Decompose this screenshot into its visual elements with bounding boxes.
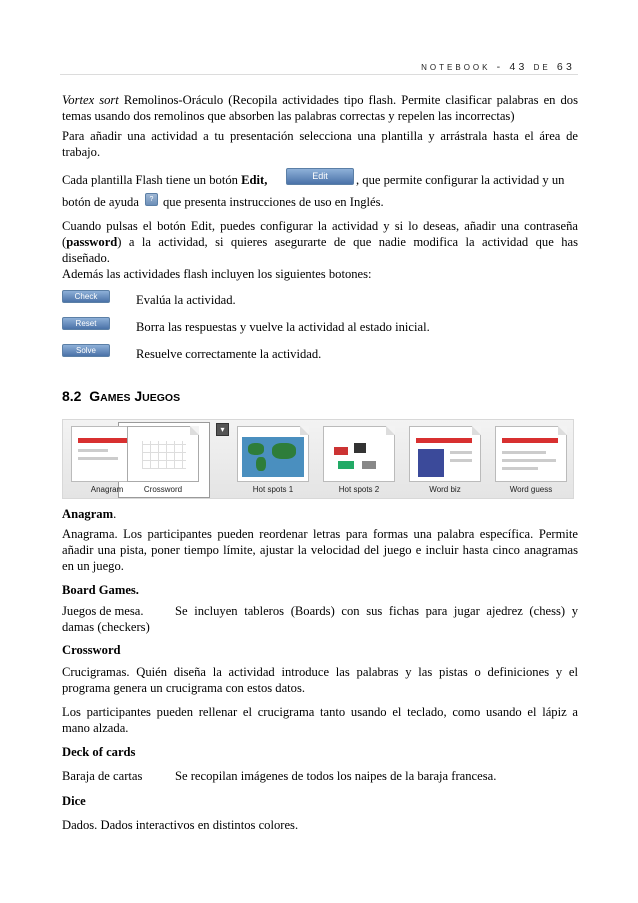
hotspots2-thumb[interactable] xyxy=(323,426,395,482)
thumb-line xyxy=(450,451,472,454)
map-land xyxy=(248,443,264,455)
gallery-label: Word guess xyxy=(509,485,553,494)
wordbiz-thumb[interactable] xyxy=(409,426,481,482)
map-land xyxy=(256,457,266,471)
crossword-paragraph-1 xyxy=(62,664,578,696)
crossword-title: Crossword xyxy=(62,643,121,657)
thumb-bar xyxy=(416,438,472,443)
vortex-line-2: temas usando dos remolinos que absorben las palabras correctas y repelen las incorrectas) xyxy=(62,109,515,123)
anagram-dot: . xyxy=(113,507,117,521)
header-page: 43 xyxy=(509,61,528,73)
check-button[interactable]: Check xyxy=(62,290,110,303)
edit-line-1: Cuando pulsas el botón Edit, puedes configurar la actividad y si lo deseas, añadir una contraseña xyxy=(62,219,578,233)
reset-description: Borra las respuestas y vuelve la actividad al estado inicial. xyxy=(136,320,430,334)
world-map-image xyxy=(242,437,304,477)
dice-title: Dice xyxy=(62,794,86,808)
board-label: Juegos de mesa. xyxy=(62,604,144,618)
anagram-line-2: añadir una pista, poner tiempo límite, ajustar la velocidad del juego e incluir hasta cinco anagramas xyxy=(62,543,578,557)
vehicle-image xyxy=(338,461,354,469)
thumb-line xyxy=(502,451,546,454)
crossword-line-2: programa genera un crucigrama con estos datos. xyxy=(62,681,306,695)
vehicle-image xyxy=(354,443,366,453)
edit-line-2: ) a la actividad, si quieres asegurarte de que nadie modifica la actividad que has xyxy=(117,235,578,249)
page-fold-icon xyxy=(386,426,395,435)
edit-paragraph xyxy=(62,218,578,282)
gallery-label: Hot spots 1 xyxy=(252,485,294,494)
template-line-1a xyxy=(62,172,282,188)
template-line-2b xyxy=(163,194,543,210)
section-j: J xyxy=(134,388,143,404)
vehicle-image xyxy=(334,447,348,455)
crossword-thumb[interactable] xyxy=(127,426,199,482)
hotspots1-thumb[interactable] xyxy=(237,426,309,482)
solve-description: Resuelve correctamente la actividad. xyxy=(136,347,322,361)
deck-title: Deck of cards xyxy=(62,745,136,759)
help-button[interactable]: ? xyxy=(145,193,158,206)
deck-line-1: Se recopilan imágenes de todos los naipes de la baraja francesa. xyxy=(175,769,497,783)
section-g: G xyxy=(89,388,101,404)
crossword-line-3: Los participantes pueden rellenar el crucigrama tanto usando el teclado, como usando el lápiz a xyxy=(62,705,578,719)
section-heading xyxy=(62,388,180,404)
map-land xyxy=(272,443,296,459)
thumb-line xyxy=(450,459,472,462)
gallery-label: Crossword xyxy=(143,485,183,494)
wordguess-thumb[interactable] xyxy=(495,426,567,482)
vortex-term: Vortex sort xyxy=(62,93,119,107)
crossword-line-4: mano alzada. xyxy=(62,721,129,735)
vehicle-image xyxy=(362,461,376,469)
thumb-bar xyxy=(78,438,134,443)
deck-label: Baraja de cartas xyxy=(62,769,143,783)
add-line-2: trabajo. xyxy=(62,145,101,159)
board-line-1: Se incluyen tableros (Boards) con sus fichas para jugar ajedrez (chess) y xyxy=(175,604,578,618)
edit-line-3: diseñado. xyxy=(62,251,110,265)
edit-line-4: Además las actividades flash incluyen los siguientes botones: xyxy=(62,267,372,281)
help-text-b: que presenta instrucciones de uso en Inglés. xyxy=(163,195,384,209)
section-uegos: UEGOS xyxy=(142,392,181,404)
page-fold-icon xyxy=(300,426,309,435)
anagram-paragraph xyxy=(62,526,578,574)
anagram-line-1: Anagrama. Los participantes pueden reordenar letras para formas una palabra específica. Permite xyxy=(62,527,578,541)
help-text-a: botón de ayuda xyxy=(62,195,139,209)
template-line-2a xyxy=(62,194,152,210)
thumb-line xyxy=(502,467,538,470)
header-page-number xyxy=(421,61,575,73)
crossword-line-1: Crucigramas. Quién diseña la actividad introduce las palabras y las pistas o definiciones y el xyxy=(62,665,578,679)
crossword-grid xyxy=(142,441,186,469)
board-title: Board Games. xyxy=(62,583,139,597)
check-description: Evalúa la actividad. xyxy=(136,293,236,307)
dice-line-1: Dados. Dados interactivos en distintos colores. xyxy=(62,818,299,832)
paren: ( xyxy=(62,235,67,249)
gallery-dropdown-icon[interactable]: ▾ xyxy=(216,423,229,436)
add-activity-paragraph xyxy=(62,128,578,160)
edit-button[interactable]: Edit xyxy=(286,168,354,185)
template-line-1b xyxy=(356,172,578,188)
gallery-label: Word biz xyxy=(429,485,461,494)
template-edit-bold: Edit, xyxy=(241,173,268,187)
header-total: 63 xyxy=(556,61,575,73)
anagram-title-text: Anagram xyxy=(62,507,114,521)
page-fold-icon xyxy=(472,426,481,435)
header-notebook: NOTEBOOK xyxy=(421,63,491,72)
crossword-paragraph-2 xyxy=(62,704,578,736)
page-fold-icon xyxy=(190,426,199,435)
thumb-line xyxy=(78,457,118,460)
thumb-line xyxy=(502,459,556,462)
password-term: password xyxy=(66,235,118,249)
template-text-a: Cada plantilla Flash tiene un botón xyxy=(62,173,238,187)
vortex-line-1: Remolinos-Oráculo (Recopila actividades tipo flash. Permite clasificar palabras en dos xyxy=(118,93,578,107)
reset-button[interactable]: Reset xyxy=(62,317,110,330)
anagram-title xyxy=(62,506,578,522)
vortex-paragraph xyxy=(62,92,578,124)
anagram-line-3: en un juego. xyxy=(62,559,124,573)
gallery-label: Hot spots 2 xyxy=(338,485,380,494)
thumb-bar xyxy=(502,438,558,443)
add-line-1: Para añadir una actividad a tu presentación selecciona una plantilla y arrástrala hasta el área de xyxy=(62,129,578,143)
template-gallery xyxy=(62,419,574,499)
gallery-label: Anagram xyxy=(90,485,124,494)
section-ames: AMES xyxy=(100,392,131,404)
section-number: 8.2 xyxy=(62,388,82,404)
wordbiz-image xyxy=(418,449,444,477)
header-de: DE xyxy=(533,63,551,72)
thumb-line xyxy=(78,449,108,452)
page-header xyxy=(60,48,578,75)
template-text-b: , que permite configurar la actividad y un xyxy=(356,173,565,187)
board-line-2: damas (checkers) xyxy=(62,620,150,634)
header-sep: - xyxy=(496,61,504,73)
solve-button[interactable]: Solve xyxy=(62,344,110,357)
page-fold-icon xyxy=(558,426,567,435)
